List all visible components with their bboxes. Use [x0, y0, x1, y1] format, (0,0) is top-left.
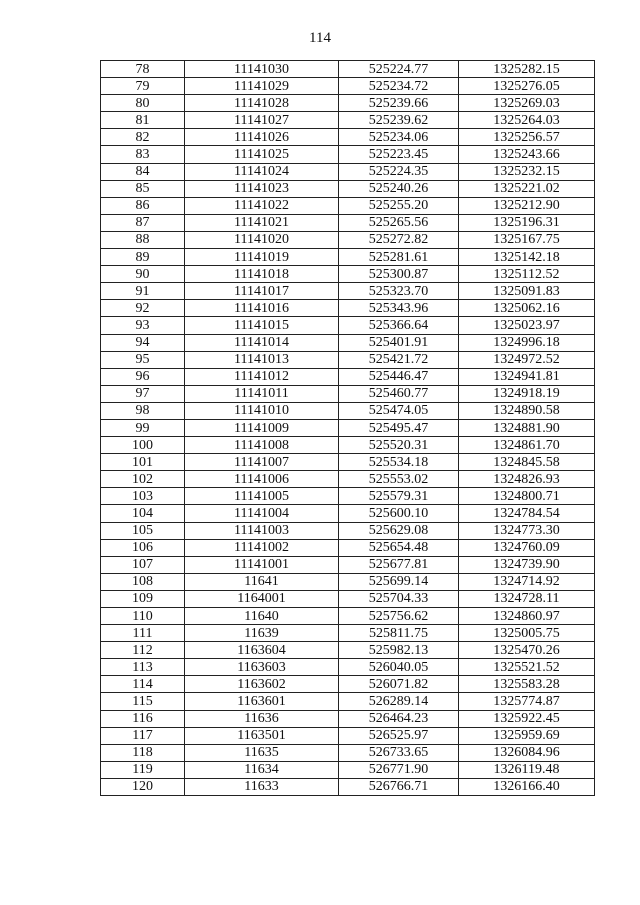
row-index-cell: 106 — [101, 539, 185, 556]
table-row — [101, 590, 595, 607]
table-row — [101, 266, 595, 283]
table-row — [101, 249, 595, 266]
row-index-cell: 120 — [101, 778, 185, 795]
y-coordinate-cell: 1324739.90 — [459, 556, 595, 573]
y-coordinate-cell: 1324714.92 — [459, 573, 595, 590]
table-row — [101, 608, 595, 625]
point-id-cell: 11141025 — [185, 146, 339, 163]
x-coordinate-cell: 525272.82 — [339, 231, 459, 248]
point-id-cell: 11141005 — [185, 488, 339, 505]
y-coordinate-cell: 1325212.90 — [459, 197, 595, 214]
y-coordinate-cell: 1325470.26 — [459, 642, 595, 659]
x-coordinate-cell: 525654.48 — [339, 539, 459, 556]
row-index-cell: 89 — [101, 249, 185, 266]
point-id-cell: 11633 — [185, 778, 339, 795]
x-coordinate-cell: 526071.82 — [339, 676, 459, 693]
table-row — [101, 625, 595, 642]
point-id-cell: 11141018 — [185, 266, 339, 283]
table-row — [101, 146, 595, 163]
y-coordinate-cell: 1324784.54 — [459, 505, 595, 522]
row-index-cell: 114 — [101, 676, 185, 693]
row-index-cell: 111 — [101, 625, 185, 642]
x-coordinate-cell: 526289.14 — [339, 693, 459, 710]
y-coordinate-cell: 1325196.31 — [459, 214, 595, 231]
row-index-cell: 94 — [101, 334, 185, 351]
table-row — [101, 334, 595, 351]
point-id-cell: 11141027 — [185, 112, 339, 129]
table-row — [101, 214, 595, 231]
point-id-cell: 11141002 — [185, 539, 339, 556]
row-index-cell: 97 — [101, 385, 185, 402]
x-coordinate-cell: 525495.47 — [339, 419, 459, 436]
point-id-cell: 11141015 — [185, 317, 339, 334]
x-coordinate-cell: 525756.62 — [339, 608, 459, 625]
row-index-cell: 88 — [101, 231, 185, 248]
y-coordinate-cell: 1324881.90 — [459, 419, 595, 436]
table-row — [101, 197, 595, 214]
table-row — [101, 163, 595, 180]
point-id-cell: 11141012 — [185, 368, 339, 385]
y-coordinate-cell: 1324760.09 — [459, 539, 595, 556]
table-row — [101, 385, 595, 402]
point-id-cell: 1163602 — [185, 676, 339, 693]
row-index-cell: 109 — [101, 590, 185, 607]
x-coordinate-cell: 525704.33 — [339, 590, 459, 607]
table-row — [101, 676, 595, 693]
y-coordinate-cell: 1324972.52 — [459, 351, 595, 368]
point-id-cell: 11141004 — [185, 505, 339, 522]
table-row — [101, 573, 595, 590]
row-index-cell: 83 — [101, 146, 185, 163]
y-coordinate-cell: 1325005.75 — [459, 625, 595, 642]
x-coordinate-cell: 525677.81 — [339, 556, 459, 573]
table-row — [101, 419, 595, 436]
x-coordinate-cell: 525239.62 — [339, 112, 459, 129]
table-row — [101, 642, 595, 659]
x-coordinate-cell: 525343.96 — [339, 300, 459, 317]
y-coordinate-cell: 1325167.75 — [459, 231, 595, 248]
y-coordinate-cell: 1324996.18 — [459, 334, 595, 351]
table-row — [101, 522, 595, 539]
point-id-cell: 11141009 — [185, 419, 339, 436]
point-id-cell: 11141011 — [185, 385, 339, 402]
row-index-cell: 110 — [101, 608, 185, 625]
y-coordinate-cell: 1326119.48 — [459, 761, 595, 778]
row-index-cell: 117 — [101, 727, 185, 744]
table-row — [101, 471, 595, 488]
point-id-cell: 11141021 — [185, 214, 339, 231]
y-coordinate-cell: 1325922.45 — [459, 710, 595, 727]
row-index-cell: 78 — [101, 61, 185, 78]
x-coordinate-cell: 526040.05 — [339, 659, 459, 676]
x-coordinate-cell: 525239.66 — [339, 95, 459, 112]
table-row — [101, 778, 595, 795]
y-coordinate-cell: 1325521.52 — [459, 659, 595, 676]
page-number: 114 — [309, 30, 331, 46]
point-id-cell: 11635 — [185, 744, 339, 761]
point-id-cell: 11141008 — [185, 437, 339, 454]
x-coordinate-cell: 525629.08 — [339, 522, 459, 539]
table-row — [101, 317, 595, 334]
table-row — [101, 556, 595, 573]
y-coordinate-cell: 1324845.58 — [459, 454, 595, 471]
row-index-cell: 119 — [101, 761, 185, 778]
y-coordinate-cell: 1326084.96 — [459, 744, 595, 761]
table-row — [101, 454, 595, 471]
row-index-cell: 91 — [101, 283, 185, 300]
row-index-cell: 82 — [101, 129, 185, 146]
x-coordinate-cell: 525579.31 — [339, 488, 459, 505]
y-coordinate-cell: 1324918.19 — [459, 385, 595, 402]
y-coordinate-cell: 1325774.87 — [459, 693, 595, 710]
x-coordinate-cell: 526525.97 — [339, 727, 459, 744]
table-row — [101, 351, 595, 368]
y-coordinate-cell: 1324800.71 — [459, 488, 595, 505]
x-coordinate-cell: 525699.14 — [339, 573, 459, 590]
point-id-cell: 11141022 — [185, 197, 339, 214]
x-coordinate-cell: 525224.77 — [339, 61, 459, 78]
row-index-cell: 81 — [101, 112, 185, 129]
y-coordinate-cell: 1325062.16 — [459, 300, 595, 317]
row-index-cell: 115 — [101, 693, 185, 710]
x-coordinate-cell: 525401.91 — [339, 334, 459, 351]
x-coordinate-cell: 525265.56 — [339, 214, 459, 231]
table-row — [101, 539, 595, 556]
point-id-cell: 11141013 — [185, 351, 339, 368]
point-id-cell: 11141028 — [185, 95, 339, 112]
x-coordinate-cell: 525811.75 — [339, 625, 459, 642]
x-coordinate-cell: 525224.35 — [339, 163, 459, 180]
y-coordinate-cell: 1325112.52 — [459, 266, 595, 283]
coordinates-table-body — [101, 61, 595, 796]
row-index-cell: 84 — [101, 163, 185, 180]
table-row — [101, 112, 595, 129]
table-row — [101, 693, 595, 710]
point-id-cell: 11141017 — [185, 283, 339, 300]
y-coordinate-cell: 1325282.15 — [459, 61, 595, 78]
point-id-cell: 11141020 — [185, 231, 339, 248]
y-coordinate-cell: 1325264.03 — [459, 112, 595, 129]
x-coordinate-cell: 525281.61 — [339, 249, 459, 266]
x-coordinate-cell: 525234.72 — [339, 78, 459, 95]
x-coordinate-cell: 525366.64 — [339, 317, 459, 334]
point-id-cell: 1163601 — [185, 693, 339, 710]
table-row — [101, 283, 595, 300]
point-id-cell: 1163501 — [185, 727, 339, 744]
x-coordinate-cell: 526733.65 — [339, 744, 459, 761]
table-row — [101, 761, 595, 778]
row-index-cell: 100 — [101, 437, 185, 454]
table-row — [101, 710, 595, 727]
point-id-cell: 11141003 — [185, 522, 339, 539]
row-index-cell: 118 — [101, 744, 185, 761]
x-coordinate-cell: 525520.31 — [339, 437, 459, 454]
x-coordinate-cell: 525234.06 — [339, 129, 459, 146]
row-index-cell: 96 — [101, 368, 185, 385]
x-coordinate-cell: 525600.10 — [339, 505, 459, 522]
y-coordinate-cell: 1325959.69 — [459, 727, 595, 744]
row-index-cell: 80 — [101, 95, 185, 112]
table-row — [101, 95, 595, 112]
point-id-cell: 11141016 — [185, 300, 339, 317]
y-coordinate-cell: 1325091.83 — [459, 283, 595, 300]
point-id-cell: 1163604 — [185, 642, 339, 659]
table-row — [101, 659, 595, 676]
row-index-cell: 116 — [101, 710, 185, 727]
x-coordinate-cell: 525474.05 — [339, 402, 459, 419]
x-coordinate-cell: 526464.23 — [339, 710, 459, 727]
point-id-cell: 1163603 — [185, 659, 339, 676]
y-coordinate-cell: 1325243.66 — [459, 146, 595, 163]
point-id-cell: 11141001 — [185, 556, 339, 573]
row-index-cell: 93 — [101, 317, 185, 334]
point-id-cell: 11141006 — [185, 471, 339, 488]
row-index-cell: 113 — [101, 659, 185, 676]
point-id-cell: 11141024 — [185, 163, 339, 180]
y-coordinate-cell: 1325256.57 — [459, 129, 595, 146]
table-row — [101, 402, 595, 419]
y-coordinate-cell: 1325276.05 — [459, 78, 595, 95]
row-index-cell: 112 — [101, 642, 185, 659]
x-coordinate-cell: 525534.18 — [339, 454, 459, 471]
table-row — [101, 368, 595, 385]
x-coordinate-cell: 526766.71 — [339, 778, 459, 795]
point-id-cell: 11141030 — [185, 61, 339, 78]
row-index-cell: 86 — [101, 197, 185, 214]
x-coordinate-cell: 525223.45 — [339, 146, 459, 163]
y-coordinate-cell: 1324826.93 — [459, 471, 595, 488]
point-id-cell: 11141023 — [185, 180, 339, 197]
row-index-cell: 92 — [101, 300, 185, 317]
point-id-cell: 11640 — [185, 608, 339, 625]
row-index-cell: 108 — [101, 573, 185, 590]
y-coordinate-cell: 1324860.97 — [459, 608, 595, 625]
x-coordinate-cell: 526771.90 — [339, 761, 459, 778]
table-row — [101, 180, 595, 197]
point-id-cell: 11639 — [185, 625, 339, 642]
row-index-cell: 87 — [101, 214, 185, 231]
y-coordinate-cell: 1325142.18 — [459, 249, 595, 266]
point-id-cell: 11634 — [185, 761, 339, 778]
x-coordinate-cell: 525460.77 — [339, 385, 459, 402]
y-coordinate-cell: 1324941.81 — [459, 368, 595, 385]
table-row — [101, 129, 595, 146]
row-index-cell: 85 — [101, 180, 185, 197]
row-index-cell: 101 — [101, 454, 185, 471]
y-coordinate-cell: 1325221.02 — [459, 180, 595, 197]
point-id-cell: 11141026 — [185, 129, 339, 146]
point-id-cell: 11141019 — [185, 249, 339, 266]
table-row — [101, 727, 595, 744]
row-index-cell: 98 — [101, 402, 185, 419]
table-row — [101, 61, 595, 78]
point-id-cell: 11141029 — [185, 78, 339, 95]
table-row — [101, 437, 595, 454]
x-coordinate-cell: 525323.70 — [339, 283, 459, 300]
point-id-cell: 11141014 — [185, 334, 339, 351]
table-row — [101, 744, 595, 761]
x-coordinate-cell: 525982.13 — [339, 642, 459, 659]
y-coordinate-cell: 1324773.30 — [459, 522, 595, 539]
row-index-cell: 95 — [101, 351, 185, 368]
x-coordinate-cell: 525421.72 — [339, 351, 459, 368]
row-index-cell: 103 — [101, 488, 185, 505]
y-coordinate-cell: 1324890.58 — [459, 402, 595, 419]
y-coordinate-cell: 1325023.97 — [459, 317, 595, 334]
coordinates-table — [100, 60, 595, 796]
row-index-cell: 90 — [101, 266, 185, 283]
row-index-cell: 99 — [101, 419, 185, 436]
x-coordinate-cell: 525240.26 — [339, 180, 459, 197]
row-index-cell: 79 — [101, 78, 185, 95]
y-coordinate-cell: 1325583.28 — [459, 676, 595, 693]
x-coordinate-cell: 525553.02 — [339, 471, 459, 488]
point-id-cell: 11141010 — [185, 402, 339, 419]
x-coordinate-cell: 525300.87 — [339, 266, 459, 283]
y-coordinate-cell: 1325269.03 — [459, 95, 595, 112]
table-row — [101, 488, 595, 505]
row-index-cell: 102 — [101, 471, 185, 488]
table-row — [101, 505, 595, 522]
point-id-cell: 1164001 — [185, 590, 339, 607]
x-coordinate-cell: 525446.47 — [339, 368, 459, 385]
point-id-cell: 11141007 — [185, 454, 339, 471]
y-coordinate-cell: 1324728.11 — [459, 590, 595, 607]
point-id-cell: 11636 — [185, 710, 339, 727]
row-index-cell: 104 — [101, 505, 185, 522]
table-row — [101, 231, 595, 248]
y-coordinate-cell: 1325232.15 — [459, 163, 595, 180]
row-index-cell: 105 — [101, 522, 185, 539]
y-coordinate-cell: 1326166.40 — [459, 778, 595, 795]
table-row — [101, 300, 595, 317]
point-id-cell: 11641 — [185, 573, 339, 590]
x-coordinate-cell: 525255.20 — [339, 197, 459, 214]
y-coordinate-cell: 1324861.70 — [459, 437, 595, 454]
table-row — [101, 78, 595, 95]
row-index-cell: 107 — [101, 556, 185, 573]
